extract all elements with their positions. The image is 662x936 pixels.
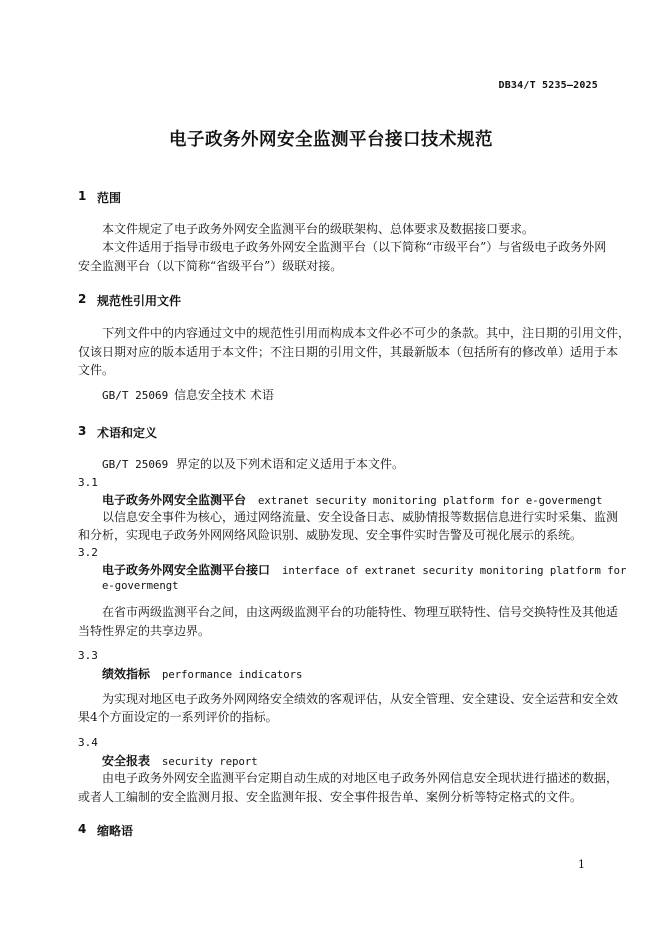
definition-line: 当特性界定的共享边界。 [78,624,211,638]
paragraph-line: 文件。 [78,363,115,377]
definition-line: 在省市两级监测平台之间，由这两级监测平台的功能特性、物理互联特性、信号交换特性及其他适 [102,605,619,619]
paragraph-line: 本文件规定了电子政务外网安全监测平台的级联架构、总体要求及数据接口要求。 [102,222,535,236]
section-number: 3 [78,424,87,438]
term-line [102,561,626,581]
section-heading: 缩略语 [97,824,134,838]
term-chinese: 电子政务外网安全监测平台接口 [102,563,271,577]
term-line [102,665,302,685]
section-heading: 范围 [97,191,122,205]
term-chinese: 电子政务外网安全监测平台 [102,493,247,507]
paragraph-line: 本文件适用于指导市级电子政务外网安全监测平台（以下简称“市级平台”）与省级电子政务外网 [102,240,607,254]
definition-line: 由电子政务外网安全监测平台定期自动生成的对地区电子政务外网信息安全现状进行描述的数据， [102,771,619,785]
section-number: 4 [78,822,87,836]
page-number: 1 [578,858,585,871]
section-heading: 术语和定义 [97,426,158,440]
term-number: 3.3 [78,649,98,662]
paragraph-line: 安全监测平台（以下简称“省级平台”）级联对接。 [78,259,343,273]
term-english: security report [162,756,258,768]
term-english-continued: e-govermengt [102,580,179,592]
term-chinese: 安全报表 [102,754,151,768]
term-chinese: 绩效指标 [102,667,151,681]
definition-line: 或者人工编制的安全监测月报、安全监测年报、安全事件报告单、案例分析等特定格式的文件。 [78,790,583,804]
reference-title: 信息安全技术 术语 [174,388,274,402]
term-number: 3.4 [78,736,98,749]
reference-code: GB/T 25069 [102,389,169,402]
document-code: DB34/T 5235—2025 [498,80,598,91]
section-heading: 规范性引用文件 [97,294,182,308]
definition-line: 果4个方面设定的一系列评价的指标。 [78,710,278,724]
term-english: interface of extranet security monitoring platform for [282,565,627,577]
paragraph-line: 下列文件中的内容通过文中的规范性引用而构成本文件必不可少的条款。其中，注日期的引用文件， [102,326,631,340]
document-title: 电子政务外网安全监测平台接口技术规范 [169,130,493,150]
section-number: 1 [78,189,87,203]
term-english: performance indicators [162,669,303,681]
definition-line: 为实现对地区电子政务外网网络安全绩效的客观评估，从安全管理、安全建设、安全运营和安全效 [102,692,619,706]
section-number: 2 [78,292,87,306]
term-english: extranet security monitoring platform for e-govermengt [258,495,603,507]
reference-code: GB/T 25069 [102,458,169,471]
paragraph-line: 界定的以及下列术语和定义适用于本文件。 [176,457,405,471]
definition-line: 和分析，实现电子政务外网网络风险识别、威胁发现、安全事件实时告警及可视化展示的系统。 [78,528,583,542]
term-number: 3.1 [78,476,98,489]
term-number: 3.2 [78,546,98,559]
definition-line: 以信息安全事件为核心，通过网络流量、安全设备日志、威胁情报等数据信息进行实时采集、监测 [102,510,619,524]
paragraph-line: 仅该日期对应的版本适用于本文件；不注日期的引用文件，其最新版本（包括所有的修改单）适用于本 [78,345,619,359]
